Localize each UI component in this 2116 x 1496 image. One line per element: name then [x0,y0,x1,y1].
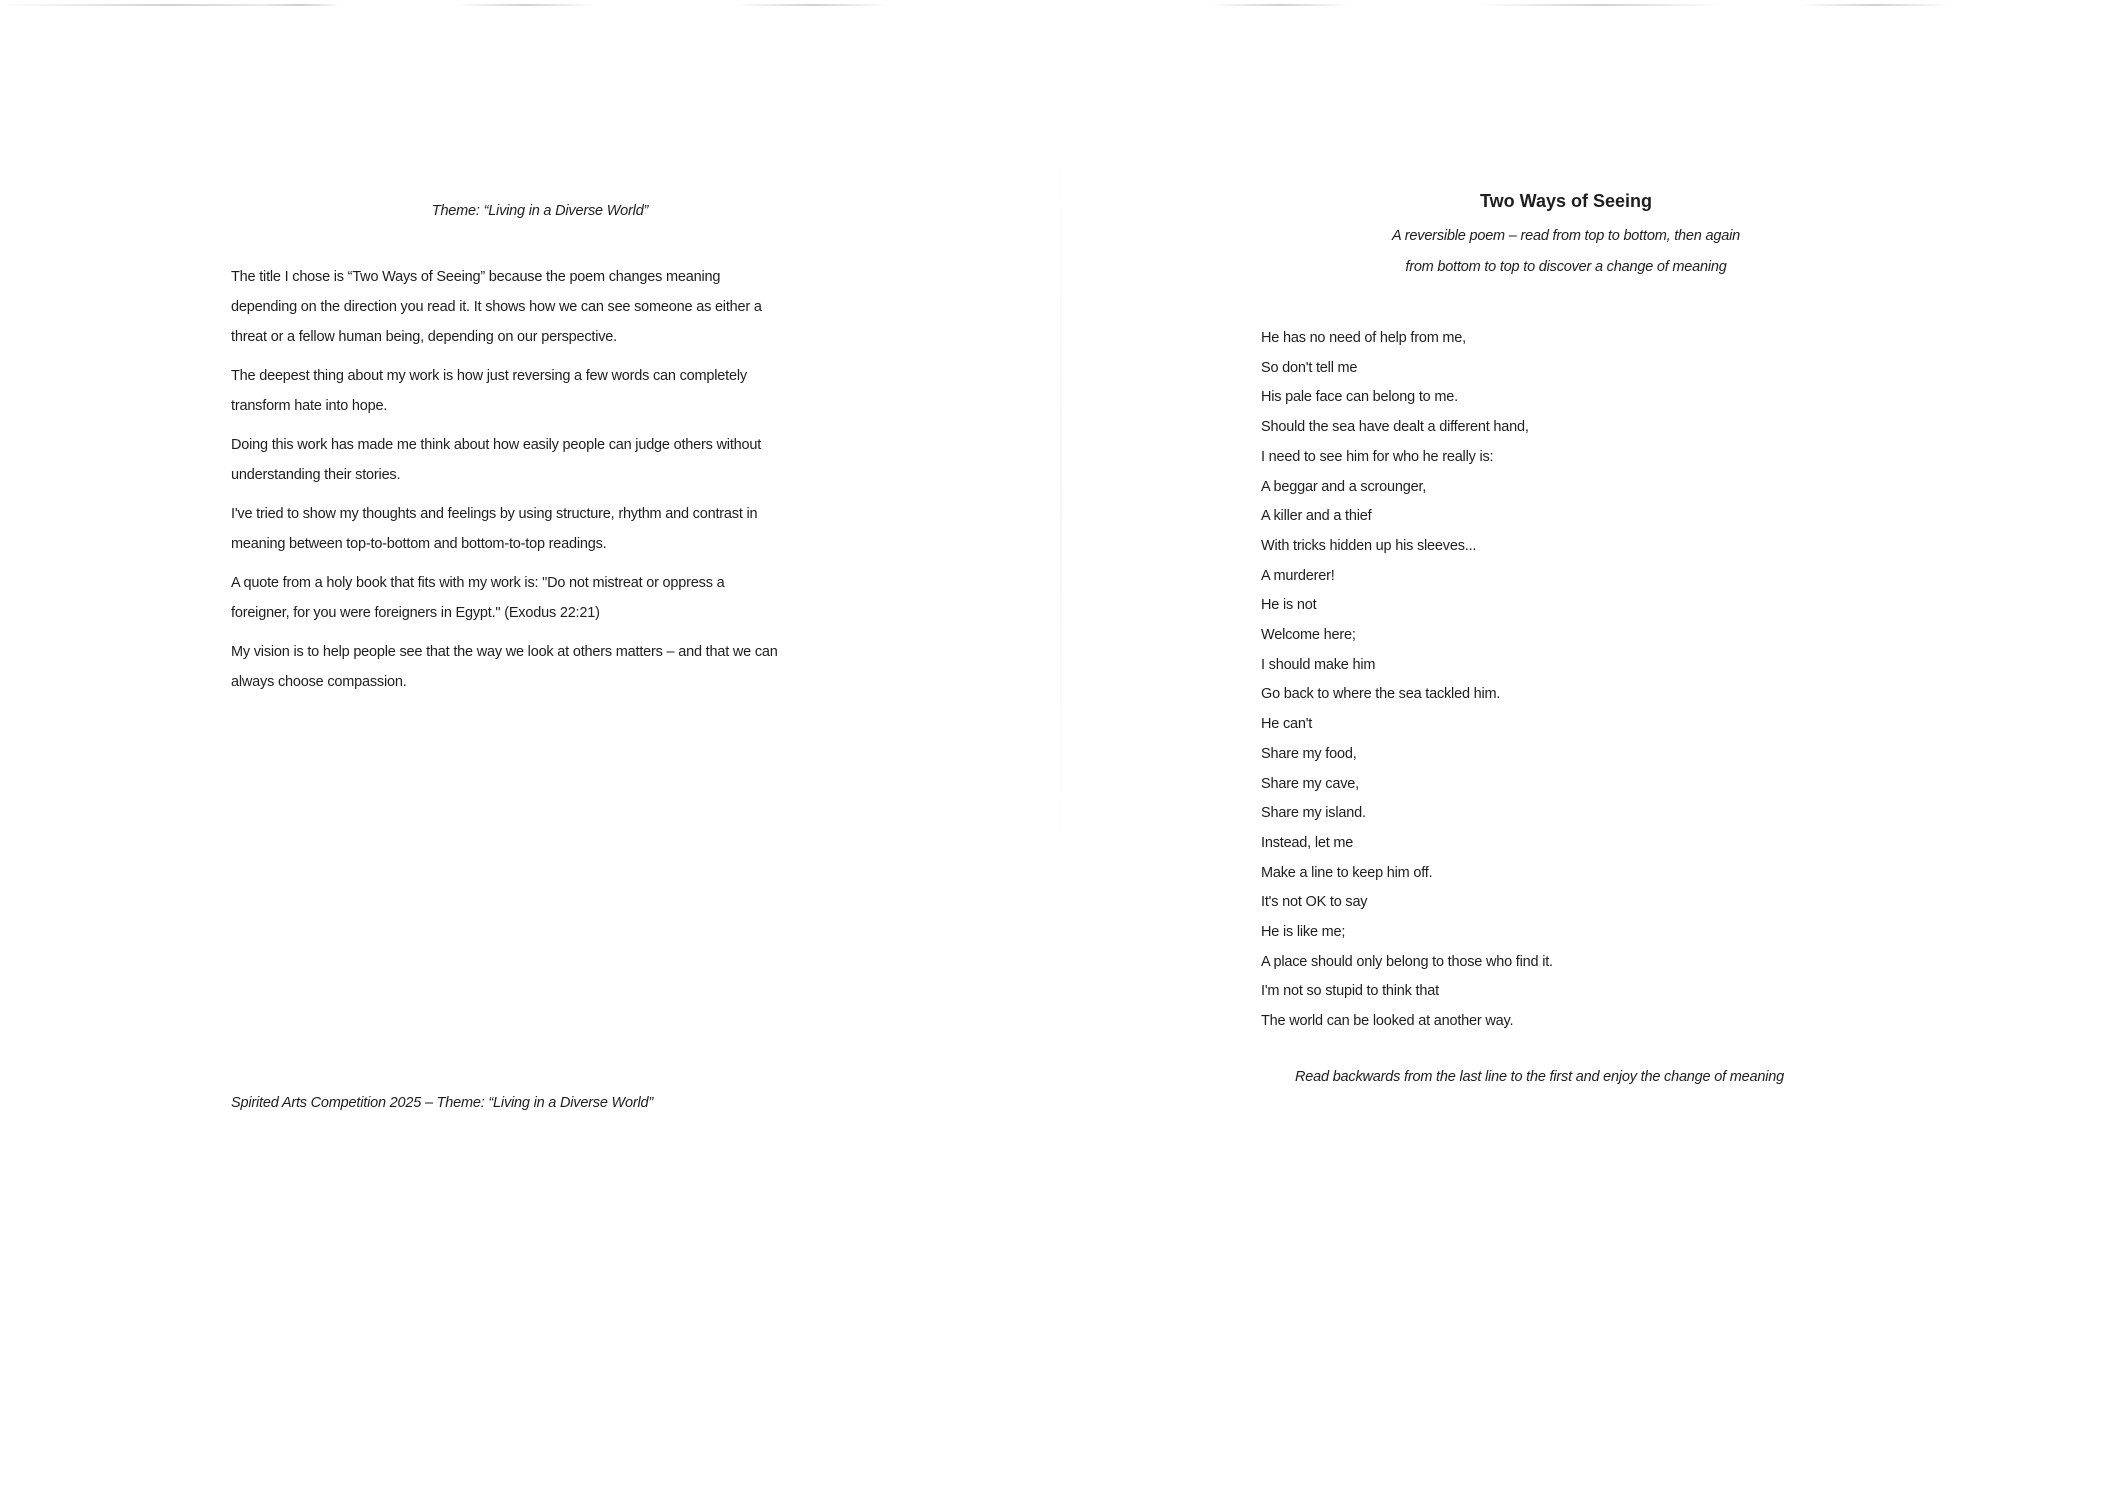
poem-line: Instead, let me [1261,834,1354,851]
paragraph-structure [231,499,851,559]
poem-line: Share my island. [1261,805,1366,822]
poem-line: Make a line to keep him off. [1261,864,1433,881]
text-line: understanding their stories. [231,467,401,483]
text-line: Doing this work has made me think about how easily people can judge others without [231,437,762,453]
closing-note: Read backwards from the last line to the first and enjoy the change of meaning [1295,1069,1784,1085]
paragraph-title-choice [231,262,851,352]
reflection-text [231,262,851,706]
poem-line: Share my food, [1261,745,1357,762]
poem-line: I should make him [1261,656,1376,673]
text-line: depending on the direction you read it. It shows how we can see someone as either a [231,299,762,315]
paragraph-vision [231,637,851,697]
subtitle-line: from bottom to top to discover a change of meaning [1405,259,1727,275]
poem-line: Share my cave, [1261,775,1359,792]
poem-line: He is not [1261,597,1317,614]
poem-title: Two Ways of Seeing [1479,191,1653,211]
poem-line: I'm not so stupid to think that [1261,983,1439,1000]
subtitle-line: A reversible poem – read from top to bottom, then again [1392,228,1740,244]
text-line: The title I chose is “Two Ways of Seeing” because the poem changes meaning [231,269,721,285]
text-line: meaning between top-to-bottom and bottom-to-top readings. [231,536,607,552]
poem-line: Welcome here; [1261,627,1356,644]
poem-line: A murderer! [1261,567,1335,584]
poem-line: A beggar and a scrounger, [1261,478,1427,495]
poem-line: I need to see him for who he really is: [1261,448,1494,465]
paragraph-quote [231,568,851,628]
poem-line: A place should only belong to those who find it. [1261,953,1553,970]
poem-line: His pale face can belong to me. [1261,389,1458,406]
poem-subtitle [1058,221,2074,283]
text-line: My vision is to help people see that the way we look at others matters – and that we can [231,644,778,660]
page-footer: Spirited Arts Competition 2025 – Theme: “Living in a Diverse World” [231,1095,654,1111]
text-line: threat or a fellow human being, depending on our perspective. [231,329,618,345]
text-line: always choose compassion. [231,674,407,690]
paragraph-judge-others [231,430,851,490]
right-page [1058,0,2116,1496]
poem-line: The world can be looked at another way. [1261,1013,1514,1030]
poem-line: With tricks hidden up his sleeves... [1261,537,1477,554]
poem-body [1261,324,1553,1037]
poem-line: He has no need of help from me, [1261,330,1466,346]
theme-heading: Theme: “Living in a Diverse World” [431,203,649,219]
poem-line: Go back to where the sea tackled him. [1261,686,1501,703]
poem-line: Should the sea have dealt a different hand, [1261,419,1529,436]
poem-line: He is like me; [1261,924,1346,941]
text-line: The deepest thing about my work is how just reversing a few words can completely [231,368,747,384]
text-line: transform hate into hope. [231,398,388,414]
poem-line: He can't [1261,716,1313,733]
text-line: foreigner, for you were foreigners in Egypt." (Exodus 22:21) [231,605,600,621]
poem-line: It's not OK to say [1261,894,1368,911]
text-line: A quote from a holy book that fits with my work is: "Do not mistreat or oppress a [231,575,725,591]
poem-line: So don't tell me [1261,359,1358,376]
paragraph-deepest-thing [231,361,851,421]
text-line: I've tried to show my thoughts and feelings by using structure, rhythm and contrast in [231,506,758,522]
poem-line: A killer and a thief [1261,508,1372,525]
